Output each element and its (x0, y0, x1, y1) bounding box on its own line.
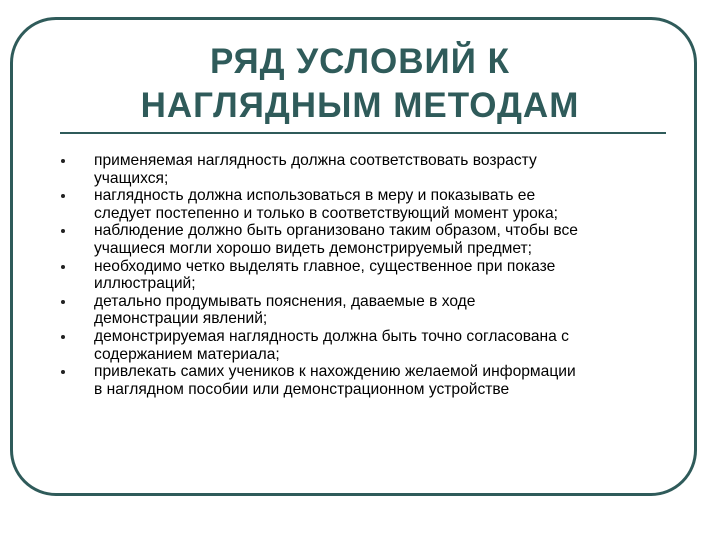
bullet-icon (61, 370, 65, 374)
list-item-text: наблюдение должно быть организовано таким образом, чтобы все учащиеся могли хорошо видеть демонстрируемый предмет; (94, 222, 578, 257)
bullet-icon (61, 229, 65, 233)
slide-title (60, 40, 660, 128)
title-divider (60, 132, 666, 134)
bullet-icon (61, 335, 65, 339)
list-item (58, 293, 678, 328)
list-item-text: наглядность должна использоваться в меру и показывать ее следует постепенно и только в соответствующий момент урока; (94, 187, 558, 222)
bullet-icon (61, 159, 65, 163)
list-item-text: применяемая наглядность должна соответствовать возрасту учащихся; (94, 152, 537, 187)
slide-title-line-1: РЯД УСЛОВИЙ К (210, 42, 510, 81)
list-item-text: детально продумывать пояснения, даваемые в ходе демонстрации явлений; (94, 292, 476, 328)
conditions-list (58, 152, 678, 398)
list-item (58, 328, 678, 363)
bullet-icon (61, 300, 65, 304)
list-item (58, 258, 678, 293)
list-item (58, 152, 678, 187)
list-item (58, 222, 678, 257)
bullet-icon (61, 265, 65, 269)
slide-title-line-2: НАГЛЯДНЫМ МЕТОДАМ (140, 86, 580, 125)
bullet-icon (61, 194, 65, 198)
list-item-text: демонстрируемая наглядность должна быть точно согласована с содержанием материала; (94, 327, 569, 363)
list-item-text: привлекать самих учеников к нахождению желаемой информации в наглядном пособии или демонстрационном устройстве (94, 363, 576, 398)
list-item (58, 363, 678, 398)
list-item (58, 187, 678, 222)
list-item-text: необходимо четко выделять главное, существенное при показе иллюстраций; (94, 257, 556, 293)
